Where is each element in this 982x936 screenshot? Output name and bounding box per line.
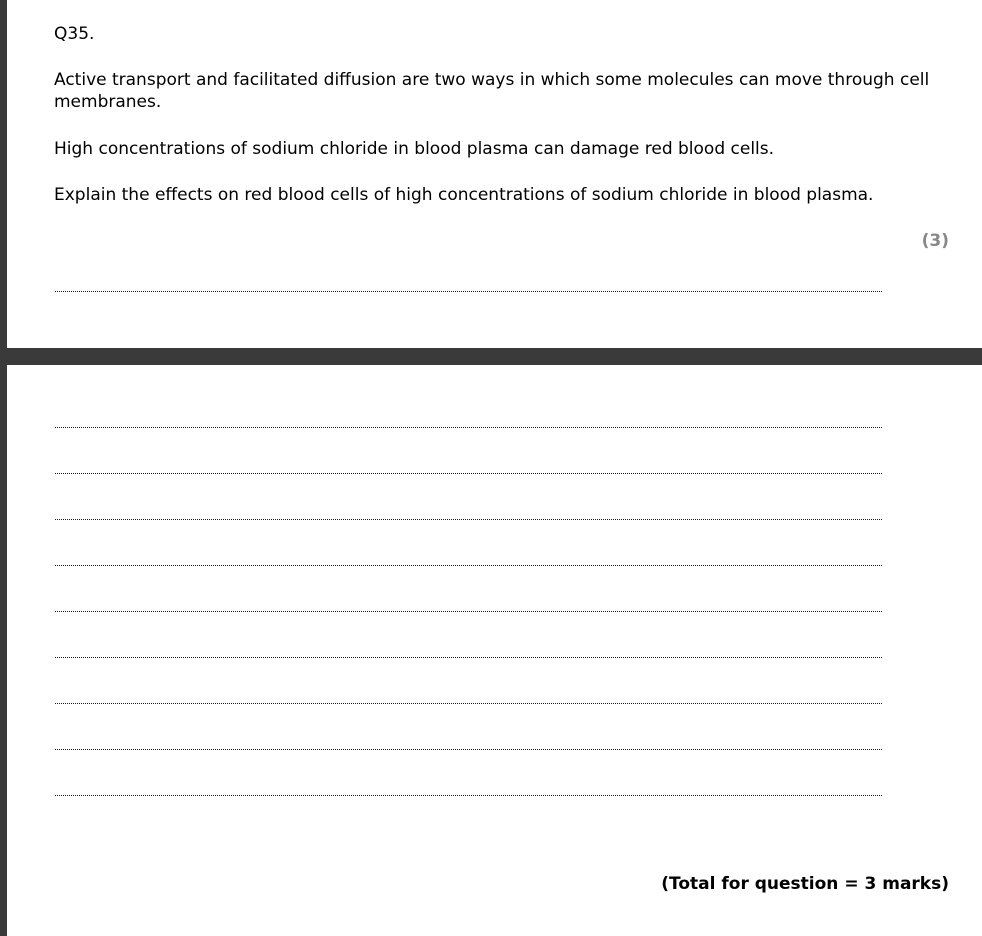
answer-line[interactable] xyxy=(55,703,882,704)
answer-line[interactable] xyxy=(55,291,882,292)
question-prompt-text: Explain the effects on red blood cells of high concentrations of sodium chloride in blood plasma. xyxy=(54,185,874,205)
exam-page-top xyxy=(7,0,982,348)
answer-line[interactable] xyxy=(55,519,882,520)
question-intro-text: Active transport and facilitated diffusion are two ways in which some molecules can move through cell membranes. xyxy=(54,70,930,112)
question-context-text: High concentrations of sodium chloride in blood plasma can damage red blood cells. xyxy=(54,139,775,159)
total-marks: (Total for question = 3 marks) xyxy=(661,874,949,894)
answer-line[interactable] xyxy=(55,795,882,796)
answer-line[interactable] xyxy=(55,473,882,474)
question-marks: (3) xyxy=(921,231,949,251)
question-number: Q35. xyxy=(54,24,95,44)
answer-line[interactable] xyxy=(55,611,882,612)
answer-line[interactable] xyxy=(55,427,882,428)
exam-page-bottom xyxy=(7,365,982,936)
answer-line[interactable] xyxy=(55,657,882,658)
answer-line[interactable] xyxy=(55,749,882,750)
answer-line[interactable] xyxy=(55,565,882,566)
